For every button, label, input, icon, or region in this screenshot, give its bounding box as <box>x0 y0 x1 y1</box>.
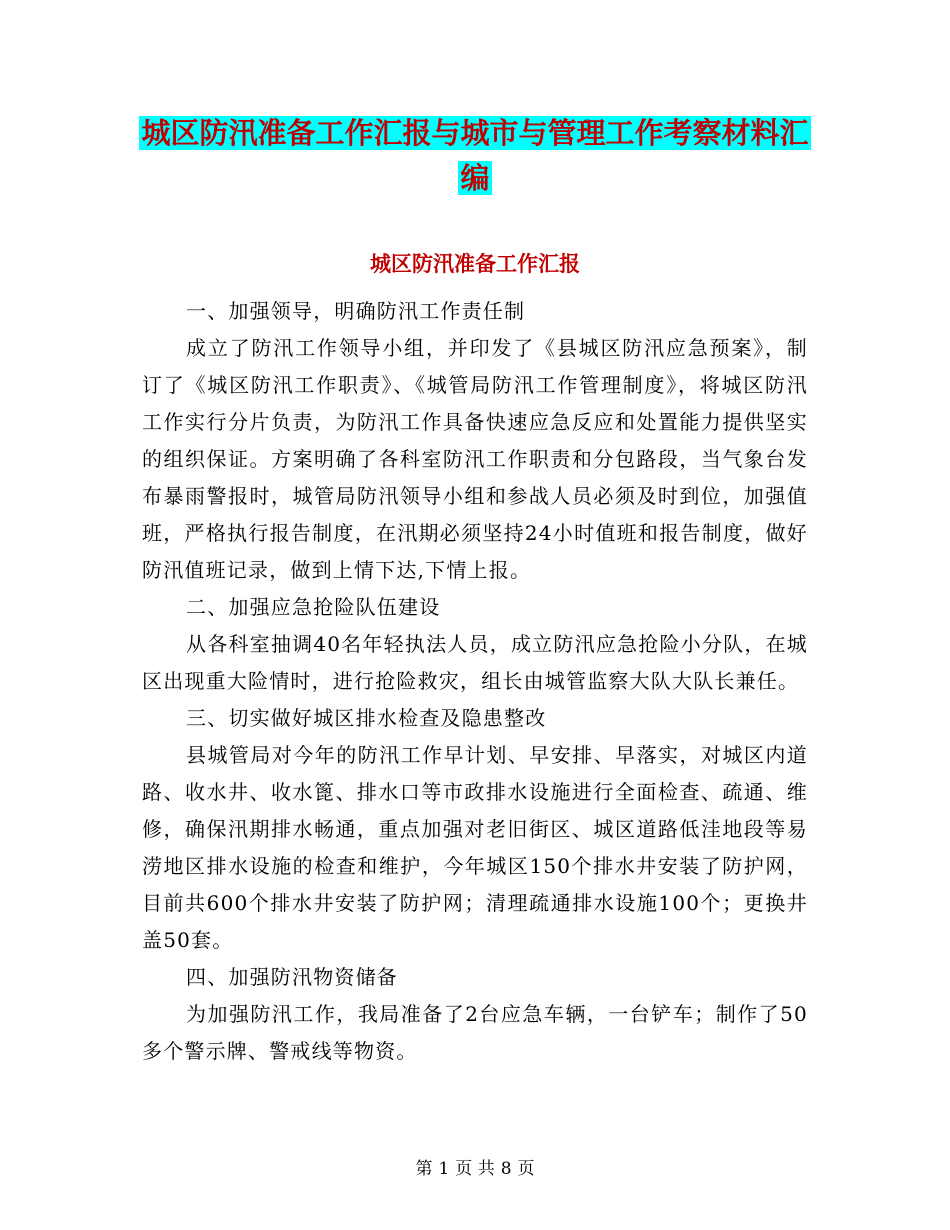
page-label-prefix: 第 <box>415 1159 433 1179</box>
page-footer <box>0 1154 950 1179</box>
document-body <box>142 293 808 1070</box>
page-label-mid: 页 共 <box>455 1159 495 1179</box>
paragraph-heading-3: 三、切实做好城区排水检查及隐患整改 <box>186 706 547 730</box>
paragraph-2: 从各科室抽调40名年轻执法人员，成立防汛应急抢险小分队，在城区出现重大险情时，进行抢险救灾，组长由城管监察大队大队长兼任。 <box>142 632 808 693</box>
paragraph-heading-4: 四、加强防汛物资储备 <box>186 965 398 989</box>
paragraph-heading-1: 一、加强领导，明确防汛工作责任制 <box>186 299 526 323</box>
document-title-line-2 <box>0 156 950 197</box>
document-title-text-2: 编 <box>460 161 490 195</box>
document-title-line-1 <box>0 111 950 152</box>
paragraph-1: 成立了防汛工作领导小组，并印发了《县城区防汛应急预案》，制订了《城区防汛工作职责》、《城管局防汛工作管理制度》，将城区防汛工作实行分片负责，为防汛工作具备快速应急反应和处置能力提供坚实的组织保证。方案明确了各科室防汛工作职责和分包路段，当气象台发布暴雨警报时，城管局防汛领导小组和参战人员必须及时到位，加强值班，严格执行报告制度，在汛期必须坚持24小时值班和报告制度，做好防汛值班记录，做到上情下达,下情上报。 <box>142 336 808 582</box>
current-page-number: 1 <box>438 1159 450 1179</box>
paragraph-4: 为加强防汛工作，我局准备了2台应急车辆，一台铲车；制作了50多个警示牌、警戒线等物资。 <box>142 1002 808 1063</box>
paragraph-3: 县城管局对今年的防汛工作早计划、早安排、早落实，对城区内道路、收水井、收水篦、排水口等市政排水设施进行全面检查、疏通、维修，确保汛期排水畅通，重点加强对老旧街区、城区道路低洼地段等易涝地区排水设施的检查和维护，今年城区150个排水井安装了防护网，目前共600个排水井安装了防护网；清理疏通排水设施100个；更换井盖50套。 <box>142 743 808 952</box>
page-label-suffix: 页 <box>517 1159 535 1179</box>
paragraph-heading-2: 二、加强应急抢险队伍建设 <box>186 595 441 619</box>
total-pages-number: 8 <box>500 1159 512 1179</box>
document-title-text-1: 城区防汛准备工作汇报与城市与管理工作考察材料汇 <box>141 116 809 150</box>
section-heading: 城区防汛准备工作汇报 <box>370 252 580 276</box>
